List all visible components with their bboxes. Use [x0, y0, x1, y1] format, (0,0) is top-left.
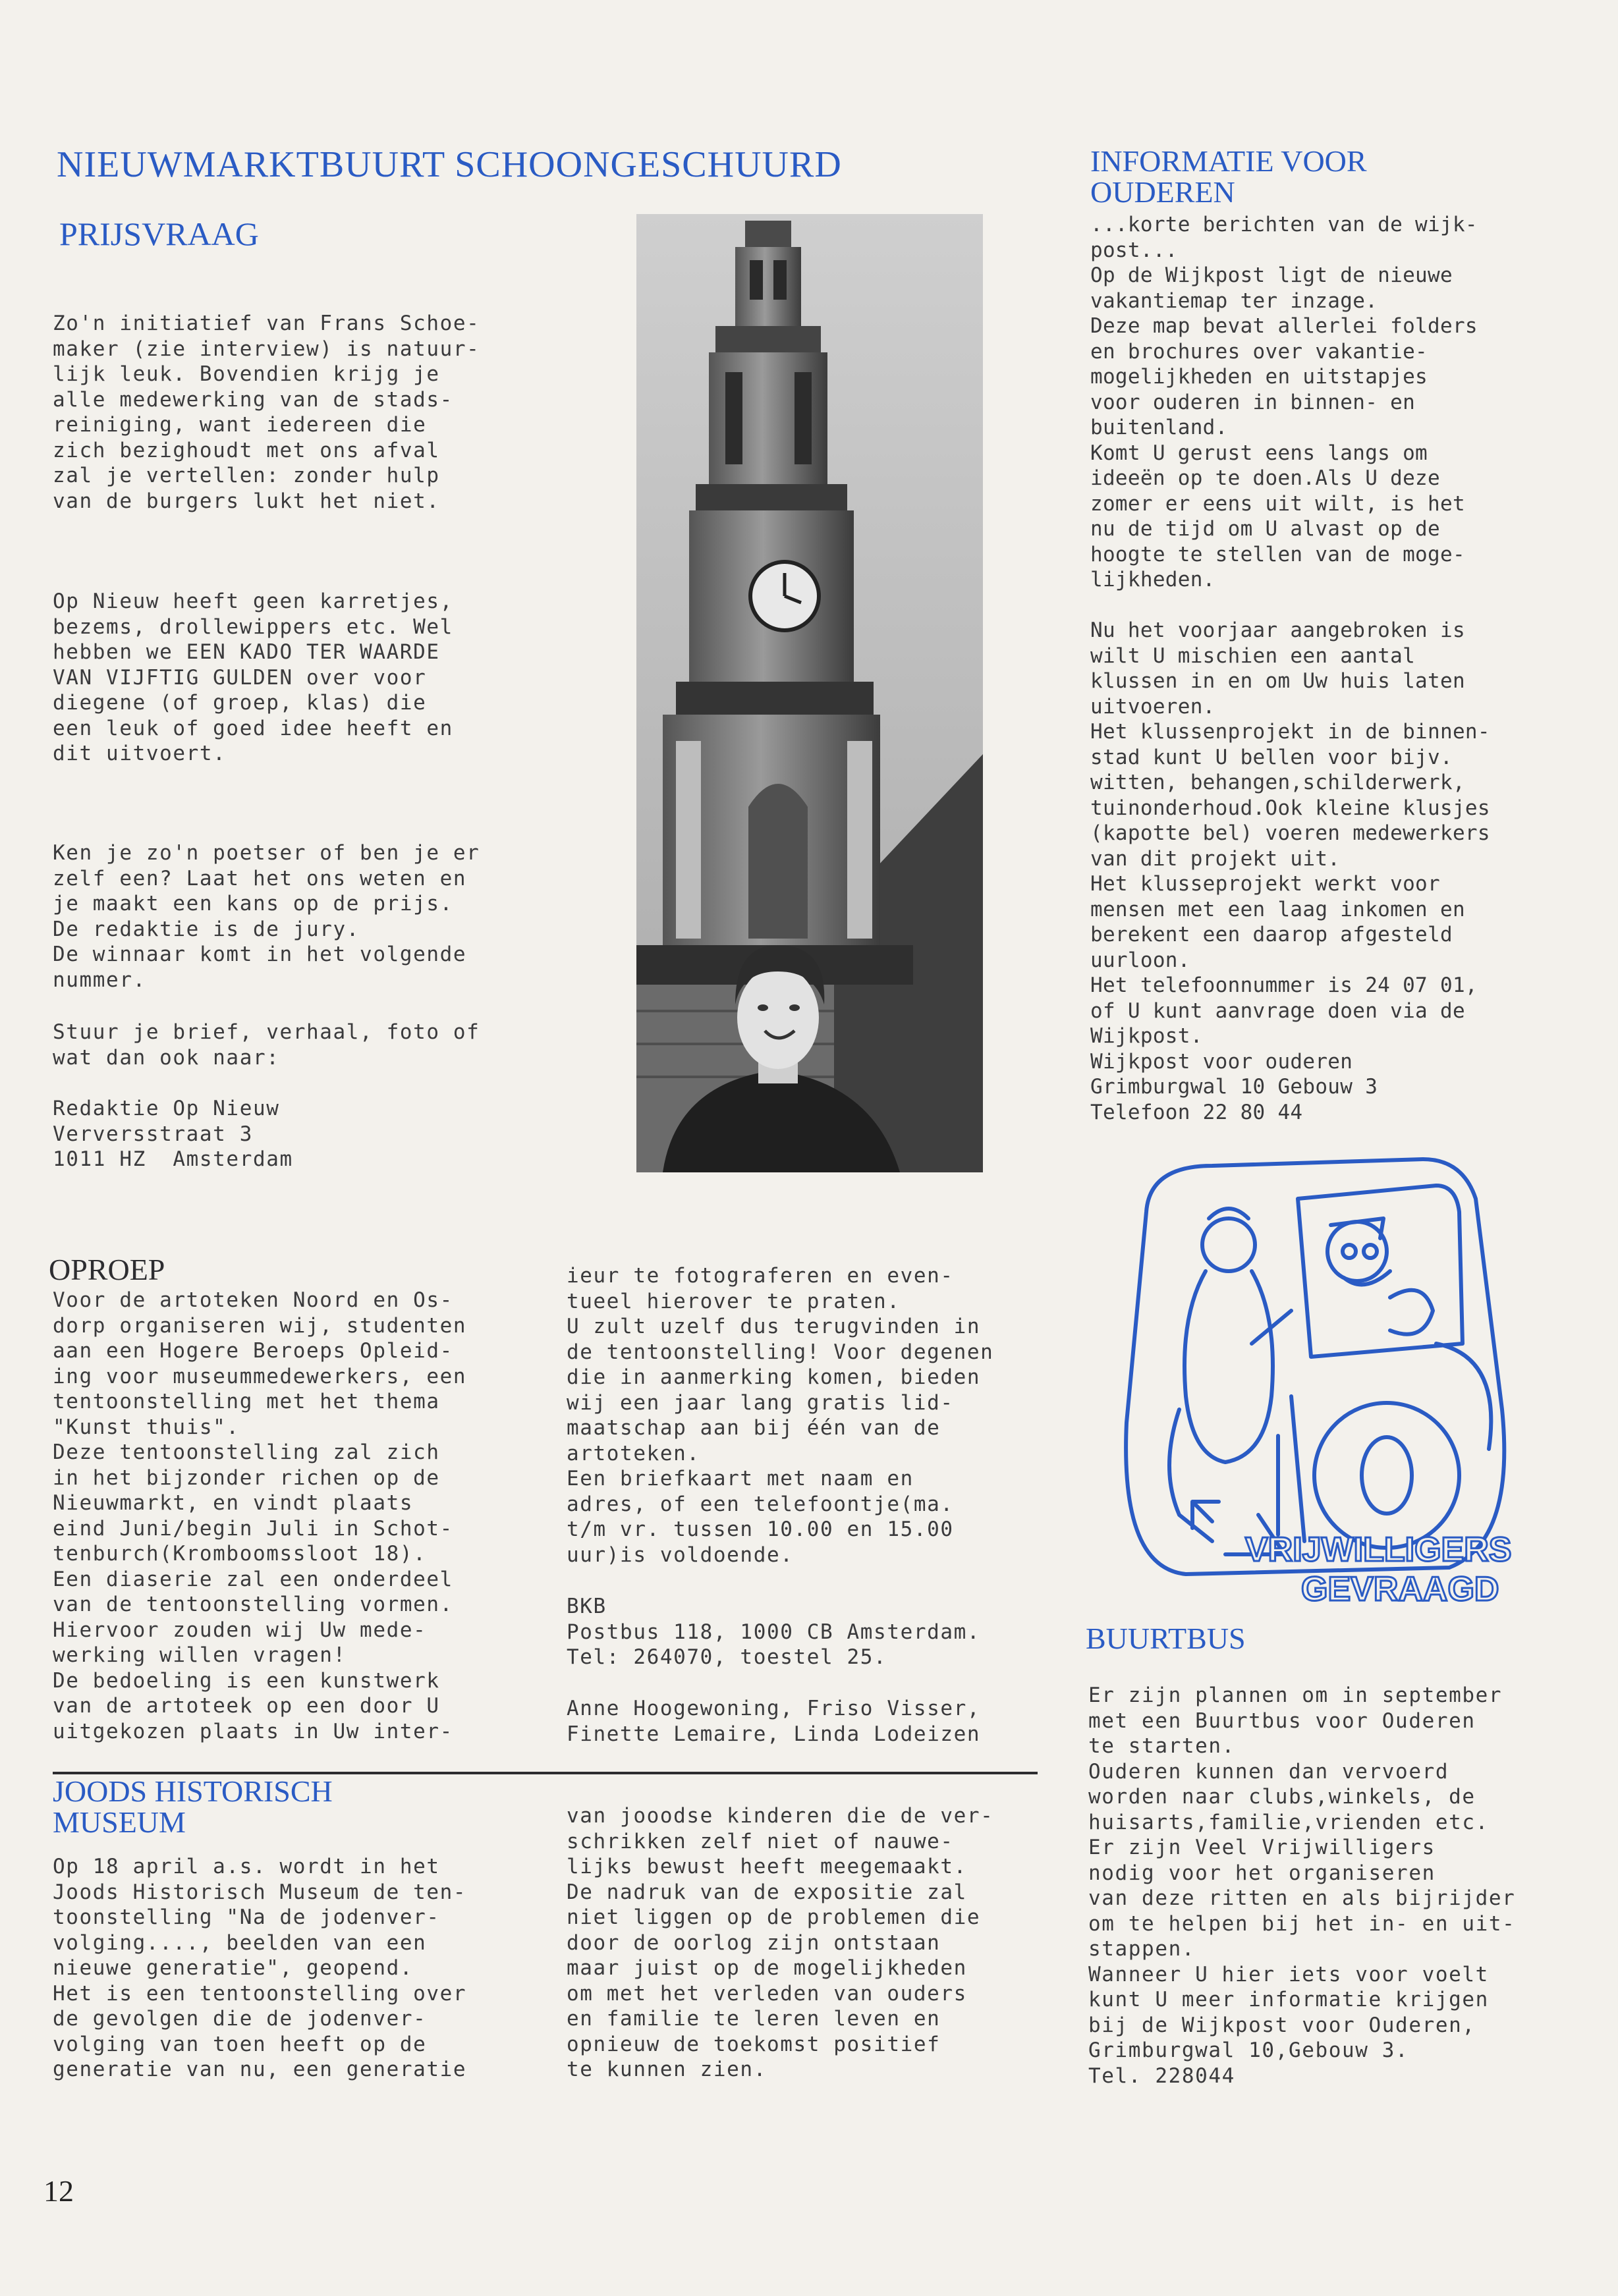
museum-column-1: Op 18 april a.s. wordt in het Joods Historisch Museum de ten- toonstelling "Na de jodenver- volging...., beelden van een nieuwe generatie", geopend. Het is een tentoonstelling over de gevolgen die de jodenver- volging van toen heeft op de generatie van nu, een generatie [53, 1855, 467, 2081]
prijsvraag-heading: PRIJSVRAAG [59, 215, 259, 252]
cartoon-label-volunteers: VRIJWILLIGERS [1245, 1531, 1512, 1569]
oproep-signatories: Anne Hoogewoning, Friso Visser, Finette Lemaire, Linda Lodeizen [567, 1697, 981, 1746]
informatie-heading: INFORMATIE VOOR OUDEREN [1090, 144, 1367, 209]
cartoon-label-wanted: GEVRAAGD [1301, 1570, 1499, 1608]
oproep-heading: OPROEP [49, 1253, 165, 1286]
informatie-paragraph-1: ...korte berichten van de wijk- post... Op de Wijkpost ligt de nieuwe vakantiemap ter inzage. Deze map bevat allerlei folders en brochures over vakantie- mogelijkheden en uitstapjes voor ouderen in binnen- en buitenland. Komt U gerust eens langs om ideeën op te doen.Als U deze zomer er eens uit wilt, is het nu de tijd om U alvast op de hoogte te stellen van de moge- lijkheden. [1090, 213, 1478, 591]
prijsvraag-paragraph-4: Stuur je brief, verhaal, foto of wat dan ook naar: [53, 1020, 480, 1070]
volunteers-cartoon [1080, 1146, 1555, 1620]
prijsvraag-paragraph-1: Zo'n initiatief van Frans Schoe- maker (zie interview) is natuur- lijk leuk. Bovendien krijg je alle medewerking van de stads- reiniging, want iedereen die zich bezighoudt met ons afval zal je vertellen: zonder hulp van de burgers lukt het niet. [53, 312, 480, 513]
page-title: NIEUWMARKTBUURT SCHOONGESCHUURD [57, 144, 842, 185]
museum-column-2: van jooodse kinderen die de ver- schrikken zelf niet of nauwe- lijks bewust heeft meegemaakt. De nadruk van de expositie zal niet liggen op de problemen die door de oorlog zijn ontstaan maar juist op de mogelijkheden om met het verleden van ouders en familie te leren leven en opnieuw de toekomst positief te kunnen zien. [567, 1804, 994, 2081]
prijsvraag-address: Redaktie Op Nieuw Verversstraat 3 1011 HZ Amsterdam [53, 1097, 293, 1171]
page-number: 12 [43, 2174, 74, 2208]
oproep-column-1: Voor de artoteken Noord en Os- dorp organiseren wij, studenten aan een Hogere Beroeps Opleid- ing voor museummedewerkers, een tentoonstelling met het thema "Kunst thuis". Deze tentoonstelling zal zich in het bijzonder richen op de Nieuwmarkt, en vindt plaats eind Juni/begin Juli in Schot- tenburch(Kromboomssloot 18). Een diaserie zal een onderdeel van de tentoonstelling vormen. Hiervoor zouden wij Uw mede- werking willen vragen! De bedoeling is een kunstwerk van de artoteek op een door U uitgekozen plaats in Uw inter- [53, 1288, 467, 1743]
buurtbus-paragraph: Er zijn plannen om in september met een Buurtbus voor Ouderen te starten. Ouderen kunnen dan vervoerd worden naar clubs,winkels, de huisarts,familie,vrienden etc. Er zijn Veel Vrijwilligers nodig voor het organiseren van deze ritten en als bijrijder om te helpen bij het in- en uit- stappen. Wanneer U hier iets voor voelt kunt U meer informatie krijgen bij de Wijkpost voor Ouderen, Grimburgwal 10,Gebouw 3. Tel. 228044 [1088, 1683, 1516, 2088]
museum-heading: JOODS HISTORISCH MUSEUM [53, 1774, 333, 1839]
oproep-column-2: ieur te fotograferen en even- tueel hierover te praten. U zult uzelf dus terugvinden in de tentoonstelling! Voor degenen die in aanmerking komen, bieden wij een jaar lang gratis lid- maatschap aan bij één van de artoteken. Een briefkaart met naam en adres, of een telefoontje(ma. t/m vr. tussen 10.00 en 15.00 uur)is voldoende. [567, 1264, 994, 1567]
photo-illustration [636, 214, 983, 1172]
informatie-paragraph-2: Nu het voorjaar aangebroken is wilt U mischien een aantal klussen in en om Uw huis laten uitvoeren. Het klussenprojekt in de binnen- stad kunt U bellen voor bijv. witten, behangen,schilderwerk, tuinonderhoud.Ook kleine klusjes (kapotte bel) voeren medewerkers van dit projekt uit. Het klusseprojekt werkt voor mensen met een laag inkomen en berekent een daarop afgesteld uurloon. Het telefoonnummer is 24 07 01, of U kunt aanvrage doen via de Wijkpost. Wijkpost voor ouderen Grimburgwal 10 Gebouw 3 Telefoon 22 80 44 [1090, 618, 1490, 1124]
oproep-contact: BKB Postbus 118, 1000 CB Amsterdam. Tel: 264070, toestel 25. [567, 1595, 981, 1669]
bus-drawing [1080, 1146, 1555, 1620]
prijsvraag-paragraph-2: Op Nieuw heeft geen karretjes, bezems, drollewippers etc. Wel hebben we EEN KADO TER WAARDE VAN VIJFTIG GULDEN over voor diegene (of groep, klas) die een leuk of goed idee heeft en dit uitvoert. [53, 589, 453, 765]
church-tower-photo [636, 214, 983, 1172]
prijsvraag-paragraph-3: Ken je zo'n poetser of ben je er zelf een? Laat het ons weten en je maakt een kans op de prijs. De redaktie is de jury. De winnaar komt in het volgende nummer. [53, 841, 480, 992]
buurtbus-heading: BUURTBUS [1086, 1622, 1246, 1655]
